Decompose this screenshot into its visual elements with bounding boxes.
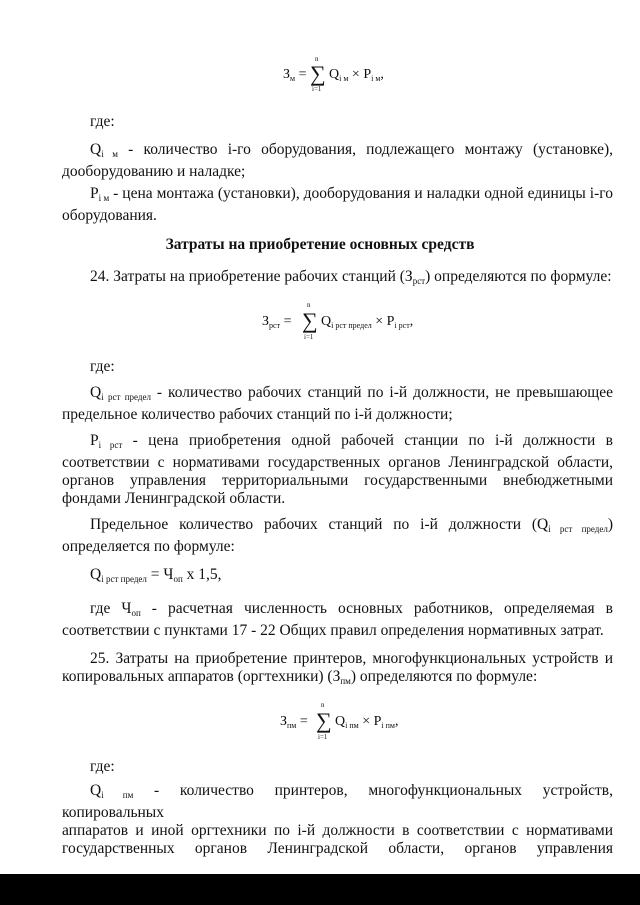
scan-bottom-border [0,874,640,905]
where-label-3: где: [90,758,115,775]
limit-quantity-paragraph: Предельное количество рабочих станций по i-й должности $(Q_{i рст предел})$ определяется по формуле: [62,516,614,555]
formula-zrst: $З_{рст}$ = n ∑ i=1 $Q_{i рст предел} \times P_{i рст}$, [262,301,414,341]
section-heading: Затраты на приобретение основных средств [165,236,475,253]
where-label-1: где: [90,113,115,130]
where-label-2: где: [90,358,115,375]
definition-q-montage: $Q_{i м}$ - количество i-го оборудования, подлежащего монтажу (установке), дооборудованию и наладке; [62,141,613,180]
definition-q-printers: $Q_{i пм}$ - количество принтеров, многофункциональных устройств, копировальных аппаратов и иной оргтехники по i-й должности в соответствии с нормативами государственных органов Ленинградской области, органов управления [62,782,613,857]
definition-q-workstations: $Q_{i рст предел}$ - количество рабочих станций по i-й должности, не превышающее предельное количество рабочих станций по i-й должности; [62,384,613,423]
paragraph-25: 25. Затраты на приобретение принтеров, многофункциональных устройств и копировальных аппаратов (оргтехники) $(З_{пм})$ определяются по формуле: [62,650,613,686]
definition-ch-op: где $Ч_{оп}$ - расчетная численность основных работников, определяемая в соответствии с пунктами 17 - 22 Общих правил определения нормативных затрат. [62,600,613,639]
definition-p-workstations: $P_{i рст}$ - цена приобретения одной рабочей станции по i-й должности в соответствии с нормативами государственных органов Ленинградской области, органов управления территориальными государственными внебюджетными фондами Ленинградской области. [62,432,613,507]
paragraph-24: 24. Затраты на приобретение рабочих станций $(З_{рст})$ определяются по формуле: [90,268,612,286]
formula-zm: $З_м$ = n ∑ i=1 $Q_{i м} \times P_{i м}$, [283,55,384,93]
definition-p-montage: $P_{i м}$ - цена монтажа (установки), дооборудования и наладки одной единицы i-го оборудования. [62,185,613,224]
formula-limit-quantity: $Q_{i рст предел} = Ч_{оп}$ x 1,5, [90,566,222,584]
formula-zpm: $З_{пм}$ = n ∑ i=1 $Q_{i пм} \times P_{i пм}$, [280,701,399,741]
